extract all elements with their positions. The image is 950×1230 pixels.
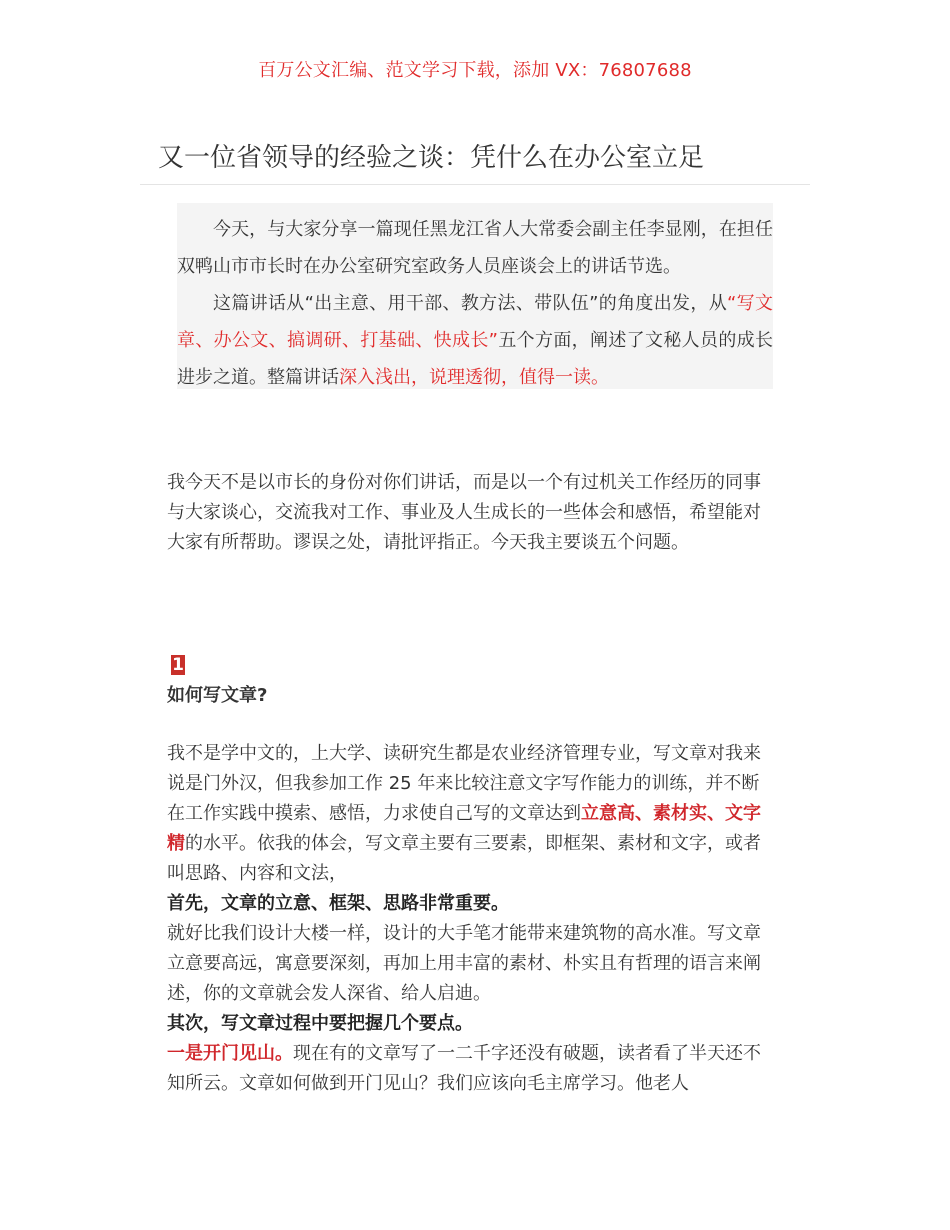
point-heading-2: 其次，写文章过程中要把握几个要点。 [167,1013,473,1034]
section-1-item-1 [167,1039,767,1099]
section-title: 如何写文章? [167,685,268,706]
article-title: 又一位省领导的经验之谈：凭什么在办公室立足 [158,143,705,173]
opening-paragraph [167,468,767,558]
para1-highlight: 立意高、素材实、文字精 [167,803,761,854]
intro-paragraph-2 [177,285,773,396]
item-1-text: 现在有的文章写了一二千字还没有破题，读者看了半天还不知所云。文章如何做到开门见山？我们应该向毛主席学习。他老人 [167,1043,761,1094]
section-1-body [167,739,767,1099]
opening-text: 我今天不是以市长的身份对你们讲话，而是以一个有过机关工作经历的同事与大家谈心，交流我对工作、事业及人生成长的一些体会和感悟，希望能对大家有所帮助。谬误之处，请批评指正。今天我主要谈五个问题。 [167,472,761,553]
para1-text-c: 的水平。依我的体会，写文章主要有三要素，即框架、素材和文字，或者叫思路、内容和文法， [167,833,761,884]
section-1-paragraph-1 [167,739,767,889]
intro-box [177,203,773,389]
intro-text-c: 五个方面，阐述了文秘人员的成长进步之道。整篇讲话 [177,330,774,388]
intro-highlight-topics: “写文章、办公文、搞调研、打基础、快成长” [177,293,774,351]
promo-banner: 百万公文汇编、范文学习下载，添加 VX：76807688 [258,60,692,81]
title-divider [140,184,810,185]
item-1-label: 一是开门见山。 [167,1043,293,1064]
intro-paragraph-1: 今天，与大家分享一篇现任黑龙江省人大常委会副主任李显刚，在担任双鸭山市市长时在办公室研究室政务人员座谈会上的讲话节选。 [177,219,773,277]
para1-text-a: 我不是学中文的，上大学、读研究生都是农业经济管理专业，写文章对我来说是门外汉，但我参加工作 25 年来比较注意文字写作能力的训练，并不断在工作实践中摸索、感悟，力求使自己写的文章达到 [167,743,761,824]
point-heading-1: 首先，文章的立意、框架、思路非常重要。 [167,893,509,914]
section-number-badge: 1 [172,655,184,675]
intro-highlight-praise: 深入浅出，说理透彻，值得一读。 [339,367,609,388]
section-1-paragraph-2: 就好比我们设计大楼一样，设计的大手笔才能带来建筑物的高水准。写文章立意要高远，寓意要深刻，再加上用丰富的素材、朴实且有哲理的语言来阐述，你的文章就会发人深省、给人启迪。 [167,923,761,1004]
intro-text-a: 这篇讲话从“出主意、用干部、教方法、带队伍”的角度出发，从 [213,293,728,314]
